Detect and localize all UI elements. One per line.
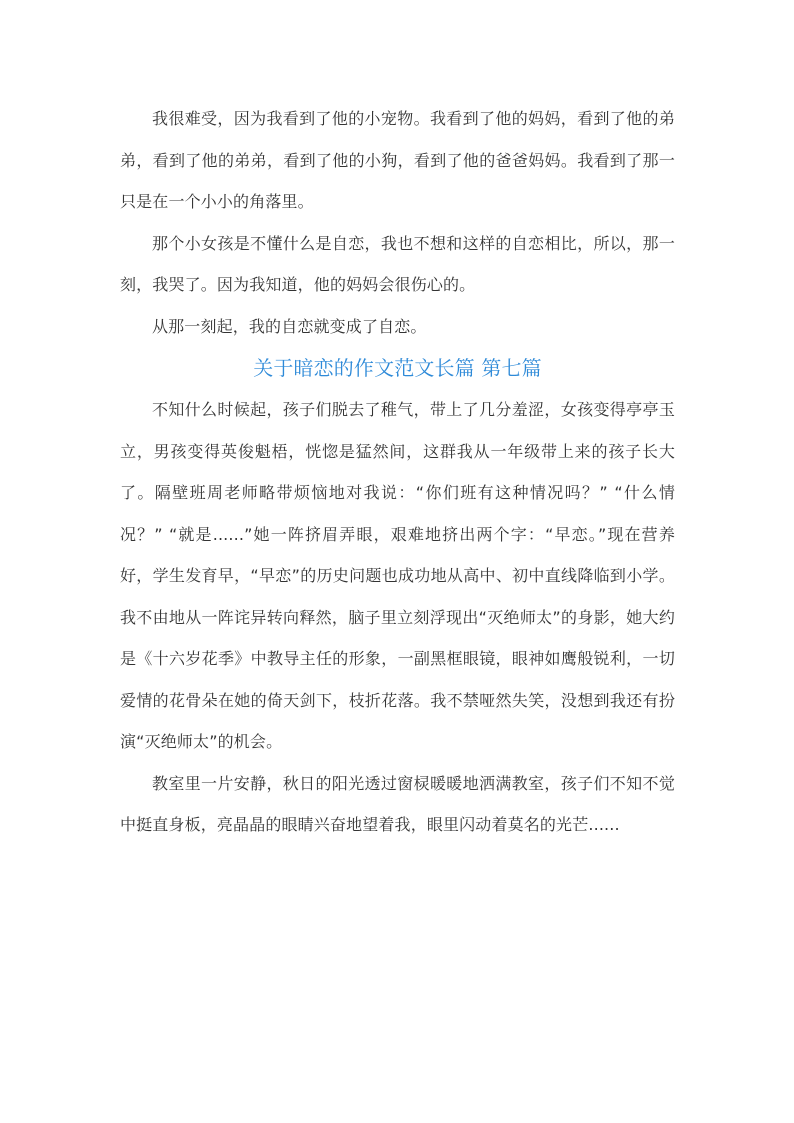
paragraph-4: 不知什么时候起，孩子们脱去了稚气，带上了几分羞涩，女孩变得亭亭玉立，男孩变得英俊魁梧，恍惚是猛然间，这群我从一年级带上来的孩子长大了。隔壁班周老师略带烦恼地对我说：“你们班有这种情况吗？” “什么情况？” “就是......”她一阵挤眉弄眼，艰难地挤出两个字：“早恋。”现在营养好，学生发育早，“早恋”的历史问题也成功地从高中、初中直线降临到小学。我不由地从一阵诧异转向释然，脑子里立刻浮现出“灭绝师太”的身影，她大约是《十六岁花季》中教导主任的形象，一副黑框眼镜，眼神如鹰般锐利，一切爱情的花骨朵在她的倚天剑下，枝折花落。我不禁哑然失笑，没想到我还有扮演“灭绝师太”的机会。 [120, 400, 675, 751]
section-heading: 关于暗恋的作文范文长篇 第七篇 [253, 356, 542, 380]
paragraph-2: 那个小女孩是不懂什么是自恋，我也不想和这样的自恋相比，所以，那一刻，我哭了。因为我知道，他的妈妈会很伤心的。 [120, 233, 675, 294]
paragraph-3: 从那一刻起，我的自恋就变成了自恋。 [152, 316, 427, 336]
paragraph-1: 我很难受，因为我看到了他的小宠物。我看到了他的妈妈，看到了他的弟弟，看到了他的弟弟，看到了他的小狗，看到了他的爸爸妈妈。我看到了那一只是在一个小小的角落里。 [120, 109, 675, 211]
paragraph-5: 教室里一片安静，秋日的阳光透过窗棂暖暖地洒满教室，孩子们不知不觉中挺直身板，亮晶晶的眼睛兴奋地望着我，眼里闪动着莫名的光芒...... [120, 773, 675, 834]
document-body [120, 98, 675, 846]
